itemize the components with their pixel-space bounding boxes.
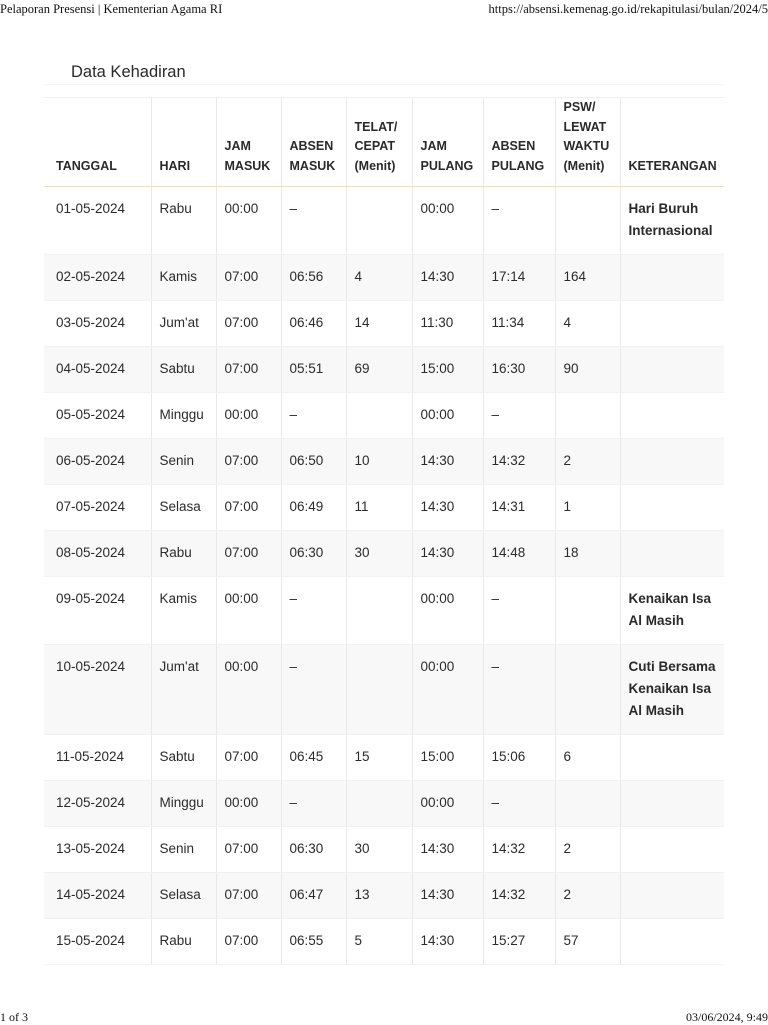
cell-absen-pulang: –: [483, 645, 555, 735]
cell-absen-masuk: –: [281, 645, 346, 735]
table-row: [44, 531, 724, 577]
cell-absen-pulang: 16:30: [483, 347, 555, 393]
cell-jam-pulang: 14:30: [412, 255, 483, 301]
cell-jam-pulang: 00:00: [412, 393, 483, 439]
cell-absen-pulang: 17:14: [483, 255, 555, 301]
cell-jam-pulang: 15:00: [412, 347, 483, 393]
cell-hari: Senin: [151, 827, 216, 873]
print-datetime: 03/06/2024, 9:49: [685, 1010, 768, 1024]
cell-jam-pulang: 14:30: [412, 919, 483, 965]
table-row: [44, 301, 724, 347]
cell-keterangan: [620, 393, 724, 439]
header-jam-masuk: JAM MASUK: [216, 98, 281, 187]
cell-telat-cepat: [346, 645, 412, 735]
cell-jam-masuk: 07:00: [216, 827, 281, 873]
cell-psw-lewat-waktu: 164: [555, 255, 620, 301]
cell-hari: Jum'at: [151, 645, 216, 735]
table-header-row: [44, 98, 724, 187]
cell-absen-masuk: 06:30: [281, 827, 346, 873]
cell-jam-masuk: 07:00: [216, 485, 281, 531]
cell-hari: Selasa: [151, 873, 216, 919]
cell-absen-masuk: 06:46: [281, 301, 346, 347]
cell-tanggal: 01-05-2024: [44, 187, 151, 255]
header-psw-lewat-waktu: PSW/ LEWAT WAKTU (Menit): [555, 98, 620, 187]
print-footer: [0, 1010, 768, 1024]
cell-hari: Rabu: [151, 531, 216, 577]
table-row: [44, 439, 724, 485]
cell-jam-masuk: 07:00: [216, 347, 281, 393]
cell-jam-pulang: 00:00: [412, 781, 483, 827]
cell-tanggal: 03-05-2024: [44, 301, 151, 347]
cell-telat-cepat: 5: [346, 919, 412, 965]
cell-hari: Jum'at: [151, 301, 216, 347]
cell-hari: Minggu: [151, 781, 216, 827]
cell-absen-pulang: 15:06: [483, 735, 555, 781]
table-row: [44, 873, 724, 919]
cell-keterangan: [620, 531, 724, 577]
cell-tanggal: 11-05-2024: [44, 735, 151, 781]
page-number: 1 of 3: [0, 1010, 28, 1024]
cell-jam-masuk: 00:00: [216, 645, 281, 735]
print-header-url: https://absensi.kemenag.go.id/rekapitulasi/bulan/2024/5: [488, 2, 768, 16]
cell-jam-masuk: 00:00: [216, 781, 281, 827]
cell-absen-masuk: 06:55: [281, 919, 346, 965]
cell-keterangan: [620, 347, 724, 393]
cell-jam-pulang: 11:30: [412, 301, 483, 347]
header-absen-pulang: ABSEN PULANG: [483, 98, 555, 187]
attendance-table: [44, 97, 724, 965]
cell-keterangan: [620, 255, 724, 301]
cell-tanggal: 12-05-2024: [44, 781, 151, 827]
cell-hari: Sabtu: [151, 735, 216, 781]
cell-tanggal: 14-05-2024: [44, 873, 151, 919]
cell-psw-lewat-waktu: 6: [555, 735, 620, 781]
cell-jam-masuk: 07:00: [216, 255, 281, 301]
cell-keterangan: [620, 301, 724, 347]
cell-absen-masuk: –: [281, 393, 346, 439]
cell-hari: Rabu: [151, 919, 216, 965]
cell-hari: Selasa: [151, 485, 216, 531]
cell-absen-masuk: 06:56: [281, 255, 346, 301]
cell-jam-masuk: 07:00: [216, 873, 281, 919]
cell-keterangan: Cuti Bersama Kenaikan Isa Al Masih: [620, 645, 724, 735]
cell-keterangan: [620, 919, 724, 965]
cell-hari: Rabu: [151, 187, 216, 255]
title-divider: [44, 84, 724, 85]
cell-tanggal: 02-05-2024: [44, 255, 151, 301]
cell-telat-cepat: [346, 577, 412, 645]
cell-jam-masuk: 07:00: [216, 531, 281, 577]
header-tanggal: TANGGAL: [44, 98, 151, 187]
cell-jam-pulang: 14:30: [412, 873, 483, 919]
cell-psw-lewat-waktu: [555, 781, 620, 827]
cell-absen-pulang: 14:32: [483, 827, 555, 873]
cell-absen-masuk: 06:30: [281, 531, 346, 577]
cell-jam-pulang: 15:00: [412, 735, 483, 781]
table-row: [44, 255, 724, 301]
cell-jam-pulang: 14:30: [412, 531, 483, 577]
table-row: [44, 645, 724, 735]
cell-psw-lewat-waktu: 18: [555, 531, 620, 577]
cell-jam-masuk: 00:00: [216, 187, 281, 255]
cell-jam-pulang: 14:30: [412, 827, 483, 873]
cell-tanggal: 06-05-2024: [44, 439, 151, 485]
cell-absen-masuk: –: [281, 781, 346, 827]
cell-hari: Sabtu: [151, 347, 216, 393]
cell-absen-pulang: –: [483, 187, 555, 255]
cell-telat-cepat: 14: [346, 301, 412, 347]
cell-telat-cepat: [346, 393, 412, 439]
cell-absen-pulang: –: [483, 577, 555, 645]
cell-hari: Kamis: [151, 255, 216, 301]
cell-absen-pulang: –: [483, 781, 555, 827]
cell-psw-lewat-waktu: 4: [555, 301, 620, 347]
cell-absen-pulang: –: [483, 393, 555, 439]
cell-jam-masuk: 00:00: [216, 577, 281, 645]
cell-keterangan: Kenaikan Isa Al Masih: [620, 577, 724, 645]
cell-absen-masuk: 06:49: [281, 485, 346, 531]
cell-jam-pulang: 14:30: [412, 439, 483, 485]
print-header-title: Pelaporan Presensi | Kementerian Agama RI: [0, 2, 223, 16]
cell-keterangan: [620, 485, 724, 531]
cell-psw-lewat-waktu: [555, 577, 620, 645]
table-row: [44, 187, 724, 255]
cell-tanggal: 07-05-2024: [44, 485, 151, 531]
cell-absen-pulang: 14:31: [483, 485, 555, 531]
cell-psw-lewat-waktu: [555, 645, 620, 735]
cell-jam-pulang: 00:00: [412, 645, 483, 735]
header-keterangan: KETERANGAN: [620, 98, 724, 187]
cell-telat-cepat: [346, 187, 412, 255]
cell-jam-masuk: 07:00: [216, 439, 281, 485]
cell-tanggal: 09-05-2024: [44, 577, 151, 645]
cell-absen-masuk: 06:50: [281, 439, 346, 485]
cell-keterangan: [620, 827, 724, 873]
table-row: [44, 735, 724, 781]
cell-tanggal: 13-05-2024: [44, 827, 151, 873]
cell-tanggal: 15-05-2024: [44, 919, 151, 965]
cell-keterangan: Hari Buruh Internasional: [620, 187, 724, 255]
cell-absen-pulang: 15:27: [483, 919, 555, 965]
cell-psw-lewat-waktu: [555, 187, 620, 255]
attendance-table-body: [44, 187, 724, 965]
cell-telat-cepat: 15: [346, 735, 412, 781]
cell-jam-pulang: 00:00: [412, 577, 483, 645]
cell-psw-lewat-waktu: 2: [555, 873, 620, 919]
print-header: [0, 2, 768, 18]
cell-jam-masuk: 00:00: [216, 393, 281, 439]
cell-psw-lewat-waktu: 2: [555, 827, 620, 873]
header-absen-masuk: ABSEN MASUK: [281, 98, 346, 187]
header-jam-pulang: JAM PULANG: [412, 98, 483, 187]
cell-keterangan: [620, 439, 724, 485]
cell-jam-pulang: 14:30: [412, 485, 483, 531]
table-row: [44, 577, 724, 645]
cell-jam-masuk: 07:00: [216, 919, 281, 965]
cell-tanggal: 10-05-2024: [44, 645, 151, 735]
cell-telat-cepat: 30: [346, 531, 412, 577]
cell-tanggal: 08-05-2024: [44, 531, 151, 577]
cell-keterangan: [620, 735, 724, 781]
cell-telat-cepat: 11: [346, 485, 412, 531]
table-row: [44, 347, 724, 393]
cell-absen-pulang: 11:34: [483, 301, 555, 347]
cell-psw-lewat-waktu: [555, 393, 620, 439]
cell-jam-pulang: 00:00: [412, 187, 483, 255]
header-hari: HARI: [151, 98, 216, 187]
cell-hari: Senin: [151, 439, 216, 485]
cell-telat-cepat: 13: [346, 873, 412, 919]
header-telat-cepat: TELAT/ CEPAT (Menit): [346, 98, 412, 187]
cell-absen-masuk: –: [281, 187, 346, 255]
cell-absen-masuk: 06:45: [281, 735, 346, 781]
cell-psw-lewat-waktu: 57: [555, 919, 620, 965]
cell-absen-masuk: 05:51: [281, 347, 346, 393]
cell-tanggal: 04-05-2024: [44, 347, 151, 393]
cell-keterangan: [620, 781, 724, 827]
cell-absen-masuk: 06:47: [281, 873, 346, 919]
table-row: [44, 919, 724, 965]
cell-jam-masuk: 07:00: [216, 735, 281, 781]
cell-psw-lewat-waktu: 2: [555, 439, 620, 485]
cell-absen-pulang: 14:48: [483, 531, 555, 577]
cell-telat-cepat: 69: [346, 347, 412, 393]
cell-hari: Minggu: [151, 393, 216, 439]
table-row: [44, 485, 724, 531]
cell-psw-lewat-waktu: 1: [555, 485, 620, 531]
cell-telat-cepat: [346, 781, 412, 827]
cell-absen-masuk: –: [281, 577, 346, 645]
table-row: [44, 827, 724, 873]
cell-absen-pulang: 14:32: [483, 873, 555, 919]
cell-jam-masuk: 07:00: [216, 301, 281, 347]
cell-tanggal: 05-05-2024: [44, 393, 151, 439]
table-row: [44, 781, 724, 827]
table-row: [44, 393, 724, 439]
cell-absen-pulang: 14:32: [483, 439, 555, 485]
cell-telat-cepat: 10: [346, 439, 412, 485]
cell-psw-lewat-waktu: 90: [555, 347, 620, 393]
section-title: Data Kehadiran: [71, 63, 186, 81]
cell-hari: Kamis: [151, 577, 216, 645]
cell-telat-cepat: 30: [346, 827, 412, 873]
cell-keterangan: [620, 873, 724, 919]
cell-telat-cepat: 4: [346, 255, 412, 301]
